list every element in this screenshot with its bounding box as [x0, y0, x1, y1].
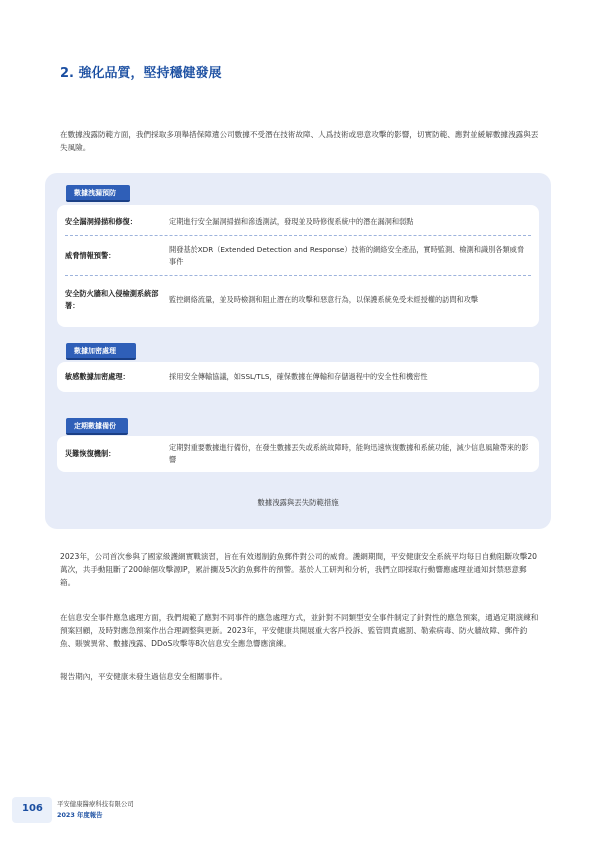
row-description: 開發基於XDR（Extended Detection and Response）技術的網絡安全產品，實時監測、檢測和識別各類威脅事件 [169, 244, 525, 266]
page-number: 106 [22, 803, 43, 814]
intro-paragraph: 在數據洩露防範方面，我們採取多項舉措保障遺公司數據不受潛在技術故障、人爲技術或惡意攻擊的影響，切實防範、應對並緩解數據洩露與丟失風險。 [60, 130, 539, 152]
encryption-card [57, 362, 539, 392]
page-number-badge [12, 797, 52, 823]
backup-row [65, 438, 531, 470]
tab-data-encryption: 數據加密處理 [66, 343, 136, 360]
tab-data-leak-prevention: 數據洩漏預防 [66, 185, 130, 202]
row-description: 採用安全傳輸協議，如SSL/TLS，確保數據在傳輸和存儲過程中的安全性和機密性 [169, 372, 428, 381]
body-paragraph: 2023年，公司首次參與了國家級護網實戰演習，旨在有效遏制釣魚郵件對公司的威脅。護網期間，平安健康安全系統平均每日自動阻斷攻擊20萬次，共手動阻斷了200餘個攻擊源IP，累計攔及5次釣魚郵件的預警。基於人工研判和分析，我們立即採取行動響應處理並通知封禁惡意郵箱。 [60, 552, 538, 587]
section-heading: 2. 強化品質，堅持穩健發展 [60, 66, 222, 81]
row-label: 敏感數據加密處理： [65, 372, 130, 381]
prevention-row [65, 209, 531, 235]
body-paragraph: 在信息安全事件應急處理方面，我們規範了應對不同事件的應急處理方式，並針對不同類型安全事件制定了針對性的應急預案，通過定期演練和預案回顧，及時對應急預案作出合理調整與更新。2023年，平安健康共開展重大客戶投訴、監管問責處罰、勒索病毒、防火牆故障、郵件釣魚、賬號異常、數據洩露、DDoS攻擊等8次信息安全應急響應演練。 [60, 613, 539, 648]
body-paragraph: 報告期內，平安健康未發生過信息安全相關事件。 [60, 672, 228, 681]
prevention-row [65, 275, 531, 323]
backup-card [57, 436, 539, 472]
row-label: 安全漏洞掃描和修復： [65, 217, 137, 226]
prevention-row [65, 235, 531, 275]
footer-report-title: 2023 年度報告 [57, 811, 103, 819]
figure-caption: 數據洩露與丟失防範措施 [257, 498, 339, 507]
footer-company-name: 平安健康醫療科技有限公司 [57, 800, 134, 808]
encryption-row [65, 364, 531, 390]
row-description: 監控網絡流量，並及時檢測和阻止潛在的攻擊和惡意行為，以保護系統免受未經授權的訪問和攻擊 [169, 294, 479, 304]
row-description: 定期進行安全漏洞掃描和滲透測試，發現並及時修復系統中的潛在漏洞和弱點 [169, 217, 414, 226]
row-description: 定期對重要數據進行備份，在發生數據丟失或系統故障時，能夠迅速恢復數據和系統功能，減少信息風險帶來的影響 [169, 443, 529, 464]
prevention-card [57, 205, 539, 327]
row-label: 威脅情報預警： [65, 250, 116, 260]
tab-data-backup: 定期數據備份 [66, 418, 128, 435]
row-label: 災難恢復機制： [65, 449, 116, 458]
row-label: 安全防火牆和入侵檢測系統部署： [65, 288, 159, 310]
